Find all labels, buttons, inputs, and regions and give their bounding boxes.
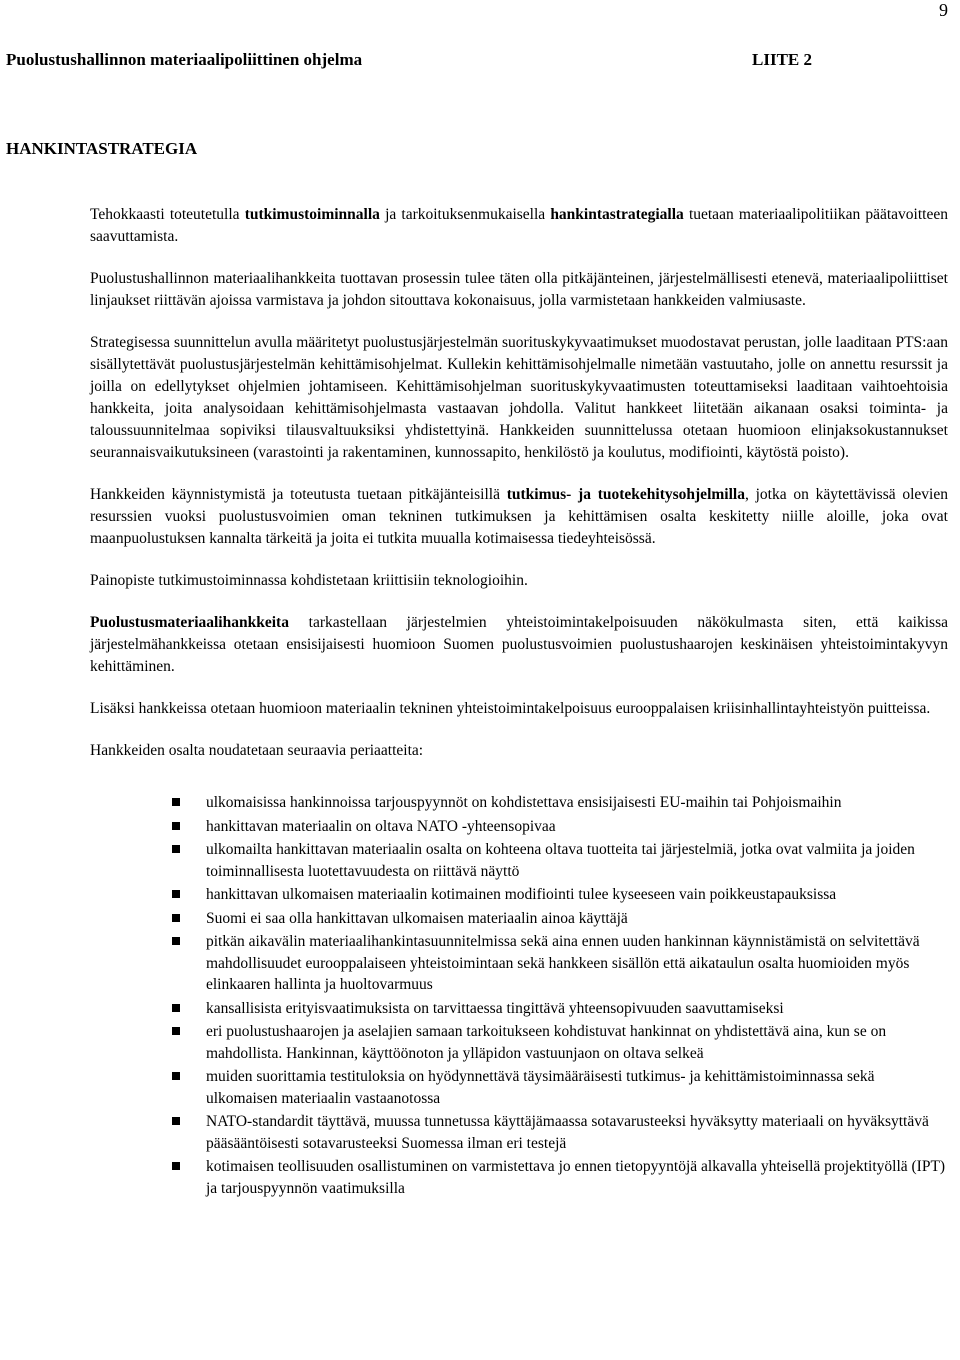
principle-text: muiden suorittamia testituloksia on hyödynnettävä täysimääräisesti tutkimus- ja kehittämistoiminnassa sekä ulkomaisen materiaalin vastaanotossa xyxy=(206,1068,875,1107)
paragraph-research-programs: Hankkeiden käynnistymistä ja toteutusta tuetaan pitkäjänteisillä tutkimus- ja tuotekehitysohjelmilla, jotka on käytettävissä olevien resurssien vuoksi puolustusvoimien oman tekninen tutkimuksen ja kehittämisen osalta keskitetty niille aloille, joka ovat maanpuolustuksen kannalta tärkeitä ja joita ei tutkita muualla kotimaisessa tiedeyhteisössä. xyxy=(90,486,948,547)
principle-text: hankittavan ulkomaisen materiaalin kotimainen modifiointi tulee kyseeseen vain poikkeustapauksissa xyxy=(206,886,837,903)
section-title: HANKINTASTRATEGIA xyxy=(6,139,198,158)
principle-item xyxy=(90,839,948,882)
bullet-square-icon xyxy=(172,914,180,922)
principle-item xyxy=(90,1066,948,1109)
principle-item xyxy=(90,1111,948,1154)
document-body xyxy=(90,204,948,1201)
principle-text: ulkomailta hankittavan materiaalin osalta on kohteena oltava tuotteita tai järjestelmiä, jotka ovat valmiita ja joiden toiminnallisesta luotettavuudesta on riittävä näyttö xyxy=(206,841,915,880)
bullet-square-icon xyxy=(172,1162,180,1170)
principle-text: ulkomaisissa hankinnoissa tarjouspyynnöt on kohdistettava ensisijaisesti EU-maihin tai Pohjoismaihin xyxy=(206,794,842,811)
paragraph-principles-intro: Hankkeiden osalta noudatetaan seuraavia periaatteita: xyxy=(90,742,424,759)
principle-item xyxy=(90,998,948,1020)
bullet-square-icon xyxy=(172,845,180,853)
paragraph-intro: Tehokkaasti toteutetulla tutkimustoiminnalla ja tarkoituksenmukaisella hankintastrategialla tuetaan materiaalipolitiikan päätavoitteen saavuttamista. xyxy=(90,206,948,245)
principle-text: eri puolustushaarojen ja aselajien samaan tarkoitukseen kohdistuvat hankinnat on yhdistettävä aina, kun se on mahdollista. Hankinnan, käyttöönoton ja ylläpidon vastuunjaon on oltava selkeä xyxy=(206,1023,887,1062)
bullet-square-icon xyxy=(172,1027,180,1035)
principles-list xyxy=(90,792,948,1199)
principle-text: NATO-standardit täyttävä, muussa tunnetussa käyttäjämaassa sotavarusteeksi hyväksytty materiaali on hyväksyttävä pääsääntöisesti sotavarusteeksi Suomessa ilman eri testejä xyxy=(206,1113,929,1152)
principle-item xyxy=(90,816,948,838)
bullet-square-icon xyxy=(172,798,180,806)
paragraph-strategic-planning: Strategisessa suunnittelun avulla määritetyt puolustusjärjestelmän suorituskykyvaatimukset muodostavat perustan, jolle laaditaan PTS:aan sisällytettävät puolustusjärjestelmän kehittämisohjelmat. Kullekin kehittämisohjelmalle nimetään vastuutaho, jolle on annettu resurssit ja joilla on edellytykset ohjelmien johtamiseen. Kehittämisohjelman suorituskykyvaatimusten toteuttamiseksi laaditaan vaihtoehtoisia hankkeita, joita analysoidaan kehittämisohjelmasta vastaavan johdolla. Valitut hankkeet liitetään aikanaan osaksi toiminta- ja taloussuunnitelmaa sopiviksi tilausvaltuuksiksi yhdistettyinä. Hankkeiden suunnittelussa otetaan huomioon elinjaksokustannukset seurannaisvaikutuksineen (varastointi ja rakentaminen, kunnossapito, henkilöstö ja koulutus, modifiointi, käytöstä poisto). xyxy=(90,334,948,461)
bullet-square-icon xyxy=(172,1117,180,1125)
principle-text: pitkän aikavälin materiaalihankintasuunnitelmissa sekä aina ennen uuden hankinnan käynnistämistä on selvitettävä mahdollisuudet eurooppalaiseen yhteistoimintaan sekä hankkeen sisällön että aikataulun osalta huomioiden myös elinkaaren hallinta ja huoltovarmuus xyxy=(206,933,920,993)
principle-item xyxy=(90,908,948,930)
page-number: 9 xyxy=(939,0,948,20)
paragraph-interoperability: Puolustusmateriaalihankkeita tarkastellaan järjestelmien yhteistoimintakelpoisuuden näkökulmasta siten, että kaikissa järjestelmähankkeissa otetaan ensisijaisesti huomioon Suomen puolustusvoimien puolustushaarojen keskinäisen yhteistoimintakyvyn kehittäminen. xyxy=(90,614,948,675)
bullet-square-icon xyxy=(172,890,180,898)
appendix-label: LIITE 2 xyxy=(752,50,812,69)
bullet-square-icon xyxy=(172,1072,180,1080)
principle-item xyxy=(90,931,948,996)
principle-text: Suomi ei saa olla hankittavan ulkomaisen materiaalin ainoa käyttäjä xyxy=(206,909,628,927)
bullet-square-icon xyxy=(172,822,180,830)
principle-text: hankittavan materiaalin on oltava NATO -yhteensopivaa xyxy=(206,817,556,835)
bullet-square-icon xyxy=(172,937,180,945)
paragraph-focus: Painopiste tutkimustoiminnassa kohdistetaan kriittisiin teknologioihin. xyxy=(90,572,528,589)
principle-item xyxy=(90,884,948,906)
document-title: Puolustushallinnon materiaalipoliittinen ohjelma xyxy=(6,50,363,69)
paragraph-crisis-management: Lisäksi hankkeissa otetaan huomioon materiaalin tekninen yhteistoimintakelpoisuus eurooppalaisen kriisinhallintayhteistyön puitteissa. xyxy=(90,700,931,717)
paragraph-process: Puolustushallinnon materiaalihankkeita tuottavan prosessin tulee täten olla pitkäjänteinen, järjestelmällisesti etenevä, materiaalipoliittiset linjaukset riittävän ajoissa varmistava ja johdon sitouttava kokonaisuus, jolla varmistetaan hankkeiden valmiusaste. xyxy=(90,270,948,309)
principle-item xyxy=(90,1156,948,1199)
principle-text: kansallisista erityisvaatimuksista on tarvittaessa tingittävä yhteensopivuuden saavuttamiseksi xyxy=(206,999,784,1017)
principle-item xyxy=(90,1021,948,1064)
principle-item xyxy=(90,792,948,814)
principle-text: kotimaisen teollisuuden osallistuminen on varmistettava jo ennen tietopyyntöjä alkavalla yhteisellä projektityöllä (IPT) ja tarjouspyynnön vaatimuksilla xyxy=(206,1158,946,1197)
bullet-square-icon xyxy=(172,1004,180,1012)
